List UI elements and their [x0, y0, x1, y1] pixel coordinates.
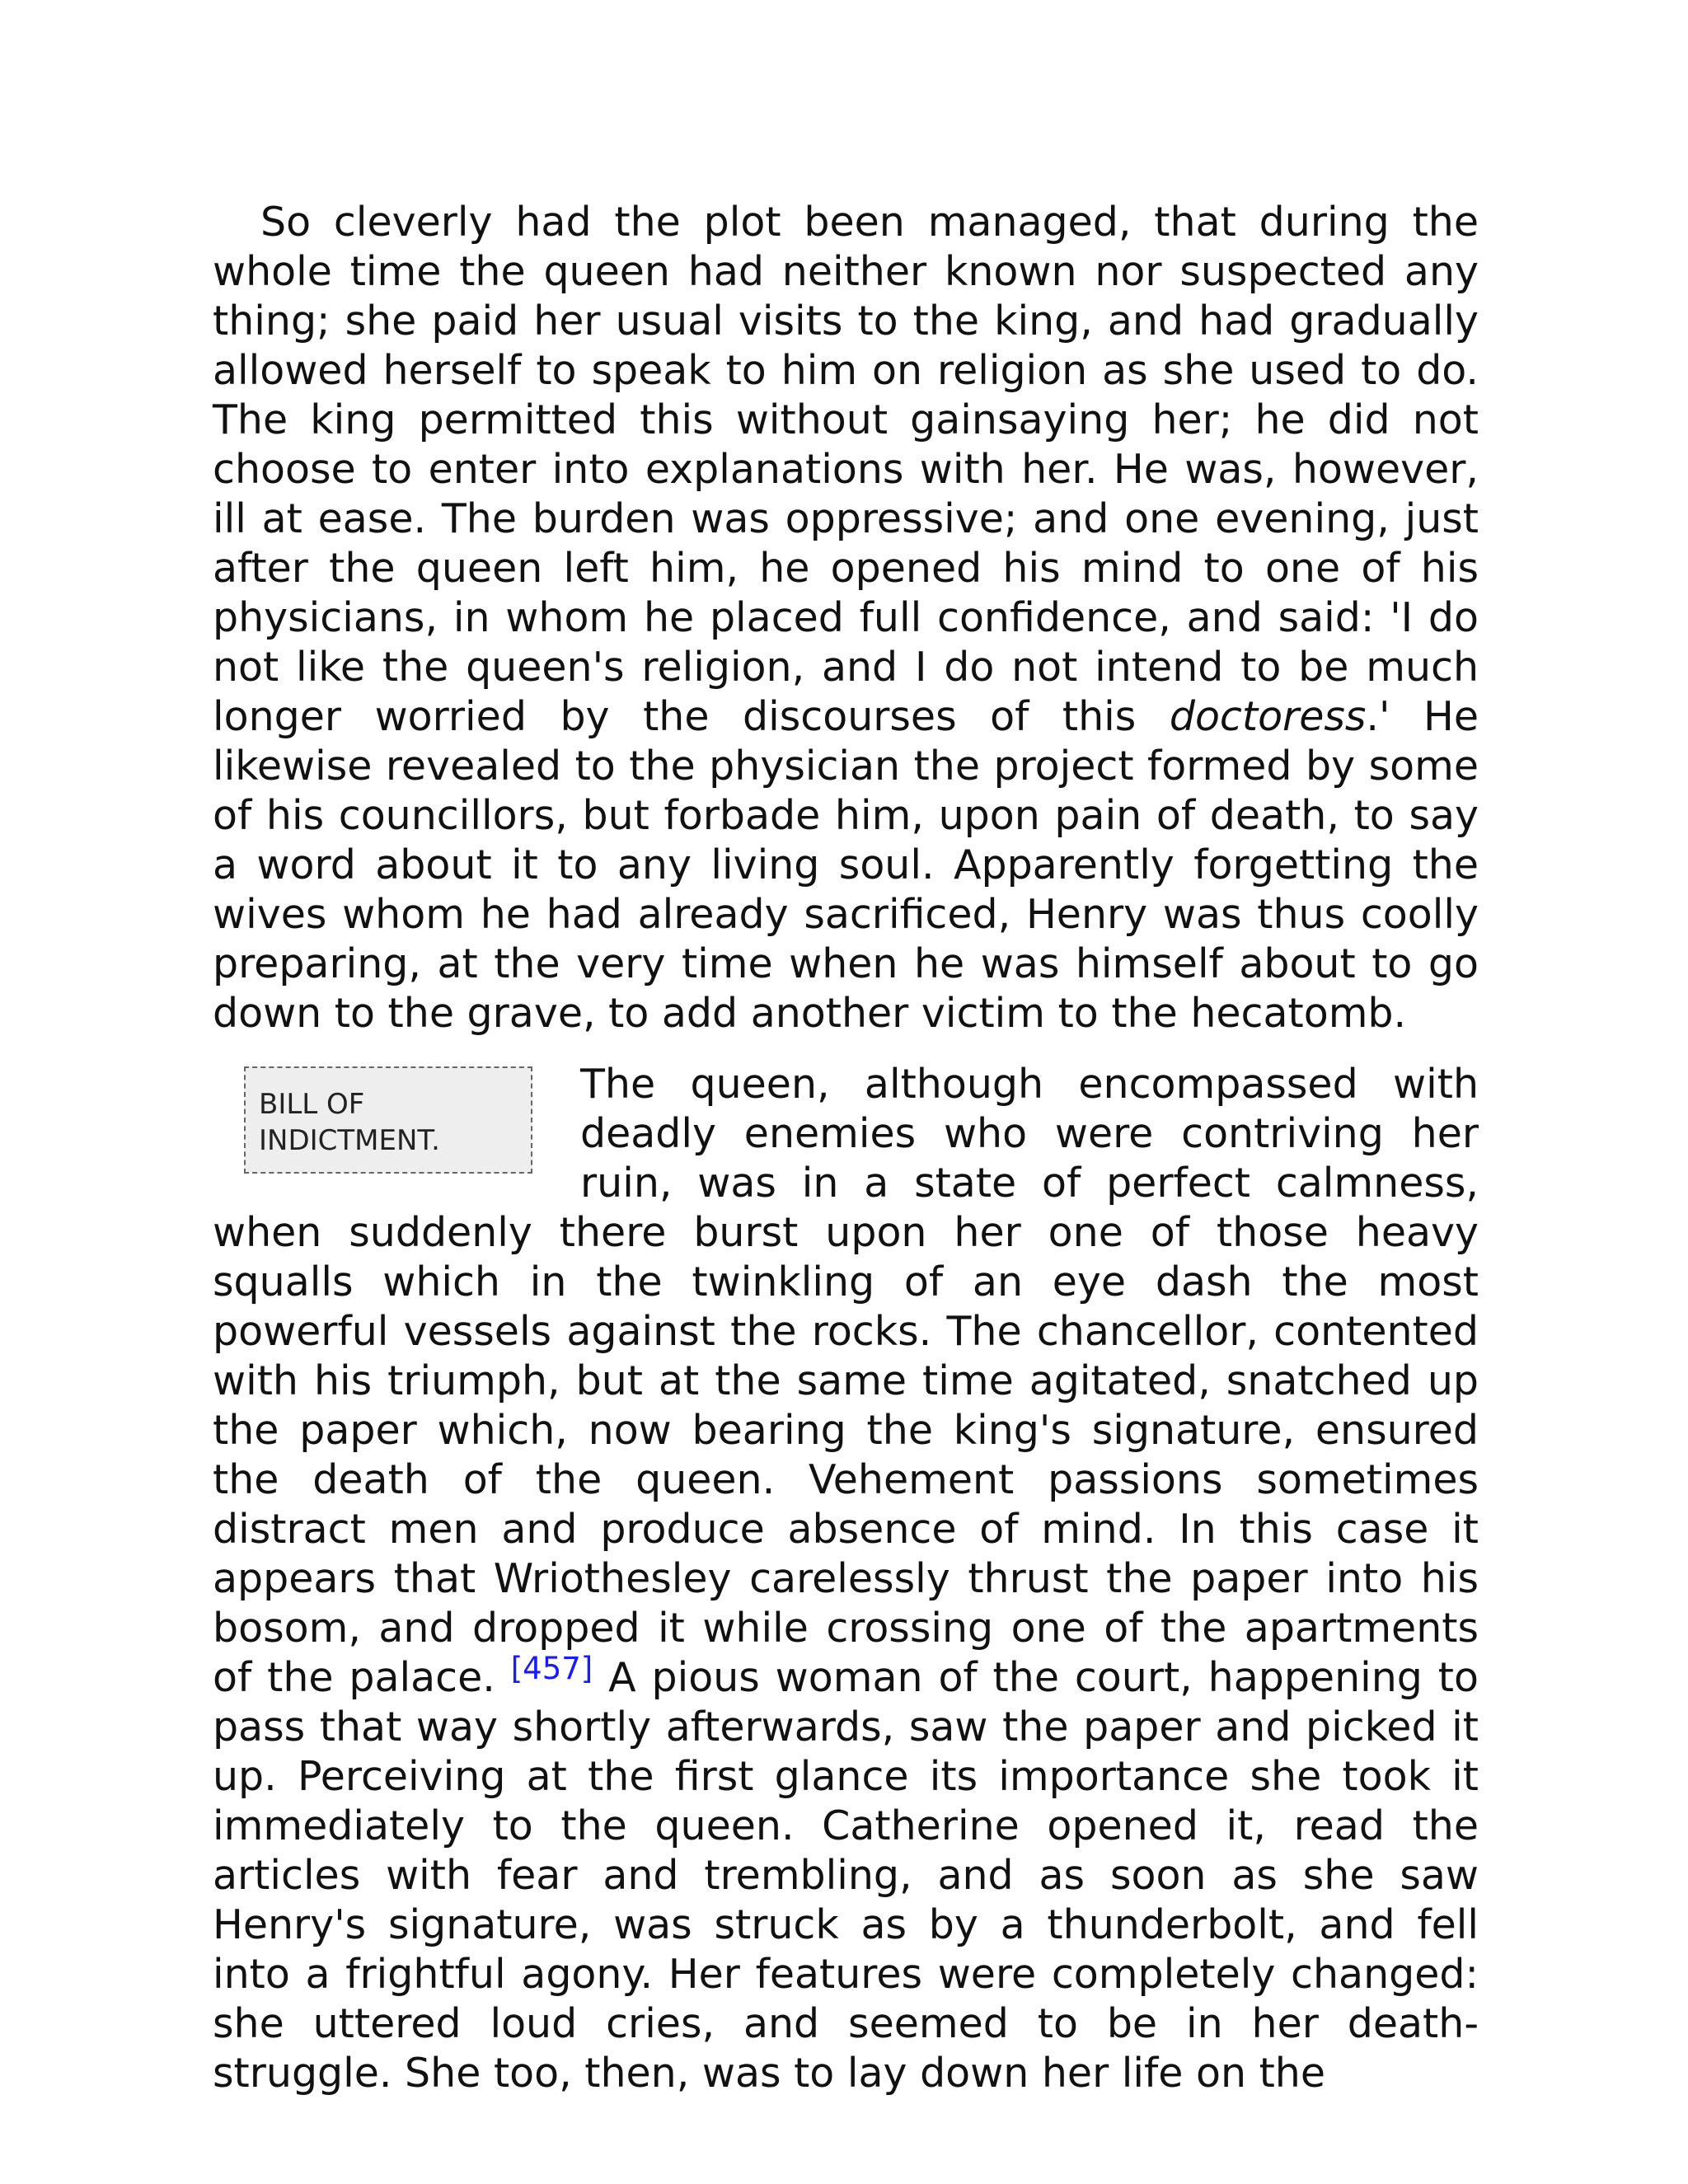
sidenote-bill-of-indictment: [244, 1066, 532, 1174]
page-content: [213, 198, 1479, 2098]
paragraph-one-text-end: .' He likewise revealed to the physician the project formed by some of his councillors, but forbade him, upon pain of death, to say a word about it to any living soul. Apparently forgetting the wives whom he had already sacrificed, Henry was thus coolly preparing, at the very time when he was himself about to go down to the grave, to add another victim to the hecatomb.: [213, 693, 1479, 1037]
italic-word-doctoress: doctoress: [1169, 693, 1367, 740]
footnote-link-457[interactable]: [457]: [510, 1651, 593, 1686]
paragraph-two: [213, 1060, 1479, 2098]
sidenote-line-2: INDICTMENT.: [259, 1124, 440, 1157]
sidenote-line-1: BILL OF: [259, 1088, 365, 1121]
paragraph-one-text-start: So cleverly had the plot been managed, that during the whole time the queen had neither known nor suspected any thing; she paid her usual visits to the king, and had gradually allowed herself to speak to him on religion as she used to do. The king permitted this without gainsaying her; he did not choose to enter into explanations with her. He was, however, ill at ease. The burden was oppressive; and one evening, just after the queen left him, he opened his mind to one of his physicians, in whom he placed full confidence, and said: 'I do not like the queen's religion, and I do not intend to be much longer worried by the discourses of this: [213, 199, 1479, 740]
paragraph-two-text-end: A pious woman of the court, happening to pass that way shortly afterwards, saw the paper and picked it up. Perceiving at the first glance its importance she took it immediately to the queen. Catherine opened it, read the articles with fear and trembling, and as soon as she saw Henry's signature, was struck as by a thunderbolt, and fell into a frightful agony. Her features were completely changed: she uttered loud cries, and seemed to be in her death-struggle. She too, then, was to lay down her life on the: [213, 1654, 1479, 2097]
paragraph-one: [213, 198, 1479, 1038]
paragraph-two-text-start: The queen, although encompassed with deadly enemies who were contriving her ruin, was in a state of perfect calmness, when suddenly there burst upon her one of those heavy squalls which in the twinkling of an eye dash the most powerful vessels against the rocks. The chancellor, contented with his triumph, but at the same time agitated, snatched up the paper which, now bearing the king's signature, ensured the death of the queen. Vehement passions sometimes distract men and produce absence of mind. In this case it appears that Wriothesley carelessly thrust the paper into his bosom, and dropped it while crossing one of the apartments of the palace.: [213, 1061, 1479, 1701]
